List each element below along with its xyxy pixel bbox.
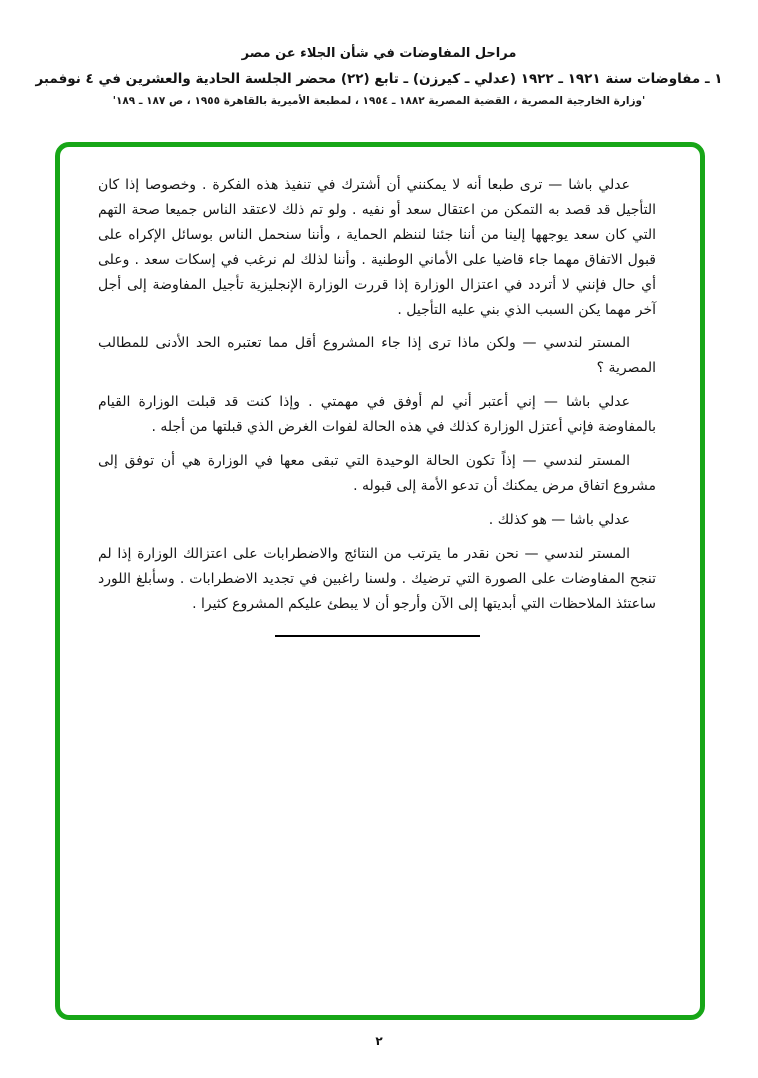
document-title: مراحل المفاوضات في شأن الجلاء عن مصر <box>241 46 517 61</box>
dialogue-paragraph-adli-3: عدلي باشا — هو كذلك . <box>488 511 630 528</box>
document-source-citation: 'وزارة الخارجية المصرية ، القضية المصرية ١٨٨٢ ـ ١٩٥٤ ، لمطبعة الأميرية بالقاهرة ١٩٥٥ ، ص ١٨٧ ـ ١٨٩' <box>112 95 646 107</box>
dialogue-paragraph-adli-2: عدلي باشا — إني أعتبر أني لم أوفق في مهمتي . وإذا كنت قد قبلت الوزارة القيام بالمفاوضة فإني أعتزل الوزارة كذلك في هذه الحالة لفوات الغرض الذي قبلتها من أجله . <box>98 394 656 436</box>
document-header <box>0 46 758 107</box>
section-divider <box>275 635 480 637</box>
dialogue-paragraph-lindsay-2: المستر لندسي — إذاً تكون الحالة الوحيدة التي تبقى معها في الوزارة هي أن توفق إلى مشروع اتفاق مرض يمكنك أن تدعو الأمة إلى قبوله . <box>98 453 656 494</box>
dialogue-paragraph-lindsay-3: المستر لندسي — نحن نقدر ما يترتب من النتائج والاضطرابات على اعتزالك الوزارة إذا لم تنجح المفاوضات على الصورة التي ترضيك . ولسنا راغبين في تجديد الاضطرابات . وسأبلغ اللورد ساعتئذ الملاحظات التي أبديتها إلى الآن وأرجو أن لا يبطئ عليكم المشروع كثيرا . <box>98 545 656 612</box>
page-number: ٢ <box>375 1034 383 1048</box>
dialogue-paragraph-lindsay-1: المستر لندسي — ولكن ماذا ترى إذا جاء المشروع أقل مما تعتبره الحد الأدنى للمطالب المصرية ؟ <box>98 335 656 377</box>
content-frame <box>55 142 705 1020</box>
dialogue-paragraph-adli-1: عدلي باشا — ترى طبعا أنه لا يمكنني أن أشترك في تنفيذ هذه الفكرة . وخصوصا إذا كان التأجيل قد قصد به التمكن من اعتقال سعد أو نفيه . ولو تم ذلك لاعتقد الناس جميعا صحة التهم التي كان سعد يوجهها إلينا من أننا جئنا لننظم الحماية ، وأننا سنحمل الناس بوسائل الإكراه على قبول الاتفاق مهما جاء قاضيا على الأماني الوطنية . وأننا لذلك لم نرغب في إسكات سعد . وعلى أي حال فإنني لا أتردد في اعتزال الوزارة إذا قررت الوزارة الإنجليزية تأجيل المفاوضة إلى أجل آخر مهما يكن السبب الذي بني عليه التأجيل . <box>98 177 656 318</box>
document-subtitle: ١ ـ مفاوضات سنة ١٩٢١ ـ ١٩٢٢ (عدلي ـ كيرزن) ـ تابع (٢٢) محضر الجلسة الحادية والعشرين في ٤ نوفمبر <box>35 71 723 87</box>
